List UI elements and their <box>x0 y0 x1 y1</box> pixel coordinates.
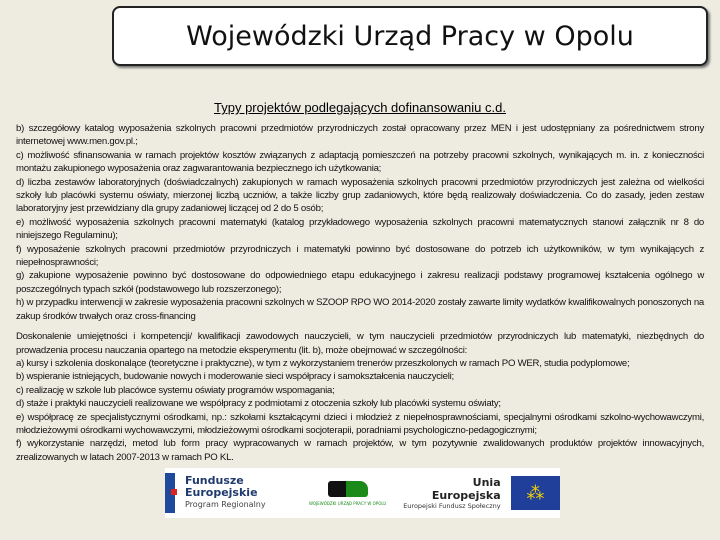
eu-flag-icon: ⁂ <box>511 476 560 510</box>
fe-text-1: Fundusze <box>185 474 244 488</box>
list-item: f) wykorzystanie narzędzi, metod lub form pracy wypracowanych w ramach projektów, w tym pozytywnie zwalidowanych produktów projektów innowacyjnych, zrealizowanych w latach 2007-2013 w ramach PO KL. <box>16 438 704 463</box>
wup-logo <box>293 481 402 506</box>
list-item: e) możliwość wyposażenia szkolnych pracowni matematyki (katalog przykładowego wyposażenia szkolnych pracowni matematycznych stanowi załącznik nr 8 do niniejszego Regulaminu); <box>16 216 704 242</box>
content-flow <box>16 122 704 518</box>
list-item: b) wspieranie istniejących, budowanie nowych i moderowanie sieci współpracy i samokształcenia nauczycieli; <box>16 371 454 383</box>
fe-text-2: Europejskie <box>185 486 258 500</box>
list-item: a) kursy i szkolenia doskonalące (teoretyczne i praktyczne), w tym z wykorzystaniem trenerów przeszkolonych w ramach PO WER, studia podyplomowe; <box>16 357 630 369</box>
list-intro: Doskonalenie umiejętności i kompetencji/ kwalifikacji zawodowych nauczycieli, w tym nauczycieli przedmiotów przyrodniczych lub matematyki, niezbędnych do prowadzenia procesu nauczania opartego na metodzie eksperymentu (lit. b), może obejmować w szczególności: <box>16 331 704 356</box>
title-box <box>112 6 708 66</box>
page-title: Wojewódzki Urząd Pracy w Opolu <box>186 20 634 52</box>
list-item: g) zakupione wyposażenie powinno być dostosowane do odpowiedniego etapu edukacyjnego i zakresu realizacji podstawy programowej kształcenia ogólnego w poszczególnych typach szkół (podstawowego lub rozszerzonego); <box>16 270 704 295</box>
fe-mark-icon <box>165 473 175 513</box>
list-item: c) realizację w szkole lub placówce systemu oświaty programów wspomagania; <box>16 384 335 396</box>
list-item: c) możliwość sfinansowania w ramach projektów kosztów związanych z adaptacją pomieszczeń na potrzeby pracowni szkolnych, wynikających m. in. z konieczności montażu zakupionego wyposażenia oraz zagwarantowania bezpiecznego ich użytkowania; <box>16 149 704 175</box>
list-item: d) liczba zestawów laboratoryjnych (doświadczalnych) zakupionych w ramach wyposażenia szkolnych pracowni przedmiotów przyrodniczych jest zależna od wielkości szkoły lub placówki systemu oświaty, mierzonej liczbą uczniów, a także liczby grup zadaniowych, które będą realizowały doświadczenia. Co do zasady, jeden zestaw laboratoryjny jest przewidziany dla grupy zadaniowej liczącej od 2 do 5 osób; <box>16 176 704 215</box>
eu-text-1: Unia Europejska <box>431 476 501 503</box>
fe-text-3: Program Regionalny <box>185 500 266 510</box>
eu-text-2: Europejski Fundusz Społeczny <box>403 502 501 511</box>
list-item: f) wyposażenie szkolnych pracowni przedmiotów przyrodniczych i matematyki powinno być dostosowane do potrzeb ich użytkowników, w tym wynikających z niepełnosprawności; <box>16 243 704 269</box>
list-item: h) w przypadku interwencji w zakresie wyposażenia pracowni szkolnych w SZOOP RPO WO 2014-2020 zostały zawarte limity wydatków kwalifikowalnych ponoszonych na zakup środków trwałych oraz cross-financing <box>16 297 704 322</box>
list-item: e) współpracę ze specjalistycznymi ośrodkami, np.: szkołami kształcącymi dzieci i młodzież z niepełnosprawnościami, specjalnymi ośrodkami szkolno-wychowawczymi, młodzieżowymi ośrodkami wychowawczymi, młodzieżowymi ośrodkami socjoterapii, poradniami psychologiczno-pedagogicznymi; <box>16 411 704 436</box>
eu-logo-text <box>402 476 511 510</box>
logo-strip <box>165 468 560 518</box>
content-body <box>16 122 704 464</box>
fundusze-europejskie-logo <box>165 468 293 518</box>
list-item: d) staże i praktyki nauczycieli realizowane we współpracy z podmiotami z otoczenia szkoły lub placówki systemu oświaty; <box>16 398 501 410</box>
wup-mark-icon <box>328 481 368 497</box>
wup-text: WOJEWÓDZKI URZĄD PRACY W OPOLU <box>308 500 387 506</box>
section-subtitle: Typy projektów podlegających dofinansowaniu c.d. <box>214 100 506 115</box>
list-item: b) szczegółowy katalog wyposażenia szkolnych pracowni przedmiotów przyrodniczych został opracowany przez MEN i jest udostępniany za pośrednictwem strony internetowej www.men.gov.pl.; <box>16 123 704 148</box>
